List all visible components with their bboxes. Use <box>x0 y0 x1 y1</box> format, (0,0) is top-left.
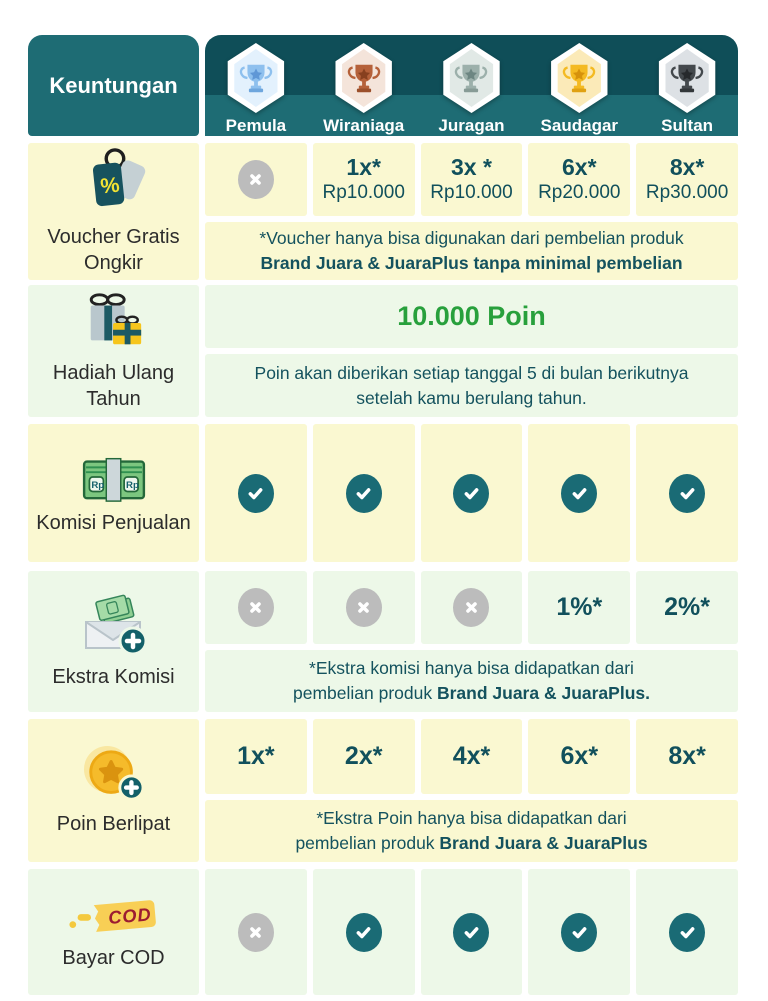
benefit-label: Hadiah Ulang Tahun <box>52 362 175 410</box>
value-multiplier: 2x* <box>344 742 383 770</box>
check-icon <box>561 913 597 952</box>
value-cell-wiraniaga <box>313 143 415 216</box>
benefit-header-cell <box>28 719 199 862</box>
tier-column-saudagar <box>528 35 630 136</box>
tier-column-sultan <box>636 35 738 136</box>
note-line-1: *Ekstra komisi hanya bisa didapatkan dari <box>309 658 634 679</box>
row-hadiah-ulang-tahun <box>28 285 738 417</box>
discount-tags-icon <box>79 146 149 218</box>
value-multiplier: 1x* <box>346 153 381 180</box>
value-cell-juragan <box>421 424 523 562</box>
value-cell-pemula <box>205 424 307 562</box>
table-header <box>28 35 738 136</box>
tier-column-juragan <box>421 35 523 136</box>
value-cell-pemula <box>205 571 307 644</box>
svg-text:%: % <box>98 172 121 199</box>
envelope-money-icon <box>78 594 150 658</box>
note-line-1: *Voucher hanya bisa digunakan dari pembelian produk <box>259 228 684 248</box>
points-value: 10.000 Poin <box>397 301 546 331</box>
value-amount: Rp10.000 <box>322 182 405 204</box>
trophy-badge-sultan-icon <box>657 43 717 113</box>
benefits-column-header <box>28 35 199 136</box>
cross-icon <box>238 913 274 952</box>
value-cell-saudagar <box>528 143 630 216</box>
row-voucher-gratis-ongkir <box>28 143 738 278</box>
value-cell-pemula <box>205 869 307 995</box>
value-cell-saudagar <box>528 719 630 794</box>
row-poin-berlipat <box>28 719 738 862</box>
benefits-column-label: Keuntungan <box>49 72 178 98</box>
value-cell-sultan <box>636 869 738 995</box>
benefit-label: Komisi Penjualan <box>36 512 191 534</box>
trophy-badge-saudagar-icon <box>549 43 609 113</box>
value-multiplier: 8x* <box>669 153 705 180</box>
check-icon <box>346 474 382 513</box>
row-note <box>205 650 738 712</box>
value-cell-wiraniaga <box>313 869 415 995</box>
benefit-header-cell <box>28 285 199 417</box>
cross-icon <box>238 160 274 199</box>
tier-name: Pemula <box>225 116 287 135</box>
check-icon <box>453 913 489 952</box>
note-line-2: Brand Juara & JuaraPlus tanpa minimal pembelian <box>260 252 683 273</box>
value-cell-wiraniaga <box>313 571 415 644</box>
cross-icon <box>346 588 382 627</box>
trophy-badge-juragan-icon <box>441 43 501 113</box>
value-multiplier: 6x* <box>560 742 599 770</box>
tier-name: Juragan <box>438 116 505 135</box>
value-cell-saudagar <box>528 424 630 562</box>
benefit-label: Poin Berlipat <box>56 812 171 835</box>
tier-column-wiraniaga <box>313 35 415 136</box>
note-line-1: *Ekstra Poin hanya bisa didapatkan dari <box>316 808 627 829</box>
benefit-header-cell <box>28 869 199 995</box>
check-icon <box>346 913 382 952</box>
value-cell-saudagar <box>528 571 630 644</box>
note-line-2: setelah kamu berulang tahun. <box>356 387 587 408</box>
value-cell-sultan <box>636 424 738 562</box>
value-percent: 2%* <box>664 593 711 621</box>
value-cell-wiraniaga <box>313 424 415 562</box>
value-cell-pemula <box>205 143 307 216</box>
value-multiplier: 1x* <box>237 742 275 770</box>
tier-header-strip <box>205 35 738 136</box>
value-cell-juragan <box>421 143 523 216</box>
note-line-1: Poin akan diberikan setiap tanggal 5 di bulan berikutnya <box>254 362 689 383</box>
row-note <box>205 354 738 417</box>
cod-ticket-icon <box>65 893 163 939</box>
value-cell-juragan <box>421 869 523 995</box>
check-icon <box>561 474 597 513</box>
value-amount: Rp30.000 <box>645 182 729 204</box>
check-icon <box>669 474 705 513</box>
value-cell-sultan <box>636 571 738 644</box>
value-cell-saudagar <box>528 869 630 995</box>
note-line-2: pembelian produk Brand Juara & JuaraPlus <box>295 833 648 853</box>
tier-name: Sultan <box>661 116 714 135</box>
row-ekstra-komisi <box>28 571 738 712</box>
benefit-label: Voucher Gratis Ongkir <box>47 226 180 275</box>
value-multiplier: 8x* <box>668 742 706 770</box>
benefit-header-cell <box>28 143 199 280</box>
trophy-badge-pemula-icon <box>226 43 286 113</box>
benefit-label: Ekstra Komisi <box>52 665 175 688</box>
value-cell-wiraniaga <box>313 719 415 794</box>
tier-name: Saudagar <box>540 116 619 135</box>
svg-text:COD: COD <box>106 904 152 929</box>
money-stack-icon <box>76 450 152 504</box>
svg-text:Rp: Rp <box>125 480 139 492</box>
cross-icon <box>238 588 274 627</box>
tier-name: Wiraniaga <box>323 116 405 135</box>
value-cell-juragan <box>421 571 523 644</box>
value-cell-sultan <box>636 143 738 216</box>
row-komisi-penjualan <box>28 424 738 562</box>
check-icon <box>669 913 705 952</box>
value-cell-pemula <box>205 719 307 794</box>
benefit-header-cell <box>28 571 199 712</box>
check-icon <box>238 474 274 513</box>
check-icon <box>453 474 489 513</box>
row-note <box>205 222 738 280</box>
row-bayar-cod <box>28 869 738 995</box>
svg-text:Rp: Rp <box>90 480 104 492</box>
value-amount: Rp10.000 <box>430 182 513 204</box>
value-cell-juragan <box>421 719 523 794</box>
value-multiplier: 4x* <box>452 742 491 770</box>
benefit-header-cell <box>28 424 199 562</box>
gift-boxes-icon <box>79 290 149 354</box>
coin-plus-icon <box>80 745 148 805</box>
tier-column-pemula <box>205 35 307 136</box>
benefit-label: Bayar COD <box>62 947 165 969</box>
value-multiplier: 6x* <box>562 153 597 180</box>
trophy-badge-wiraniaga-icon <box>334 43 394 113</box>
value-cell-sultan <box>636 719 738 794</box>
cross-icon <box>453 588 489 627</box>
row-note <box>205 800 738 862</box>
value-amount: Rp20.000 <box>538 182 621 204</box>
value-multiplier: 3x * <box>451 153 492 180</box>
note-line-2: pembelian produk Brand Juara & JuaraPlus. <box>293 683 650 703</box>
value-percent: 1%* <box>556 593 603 621</box>
birthday-points-cell <box>205 285 738 348</box>
